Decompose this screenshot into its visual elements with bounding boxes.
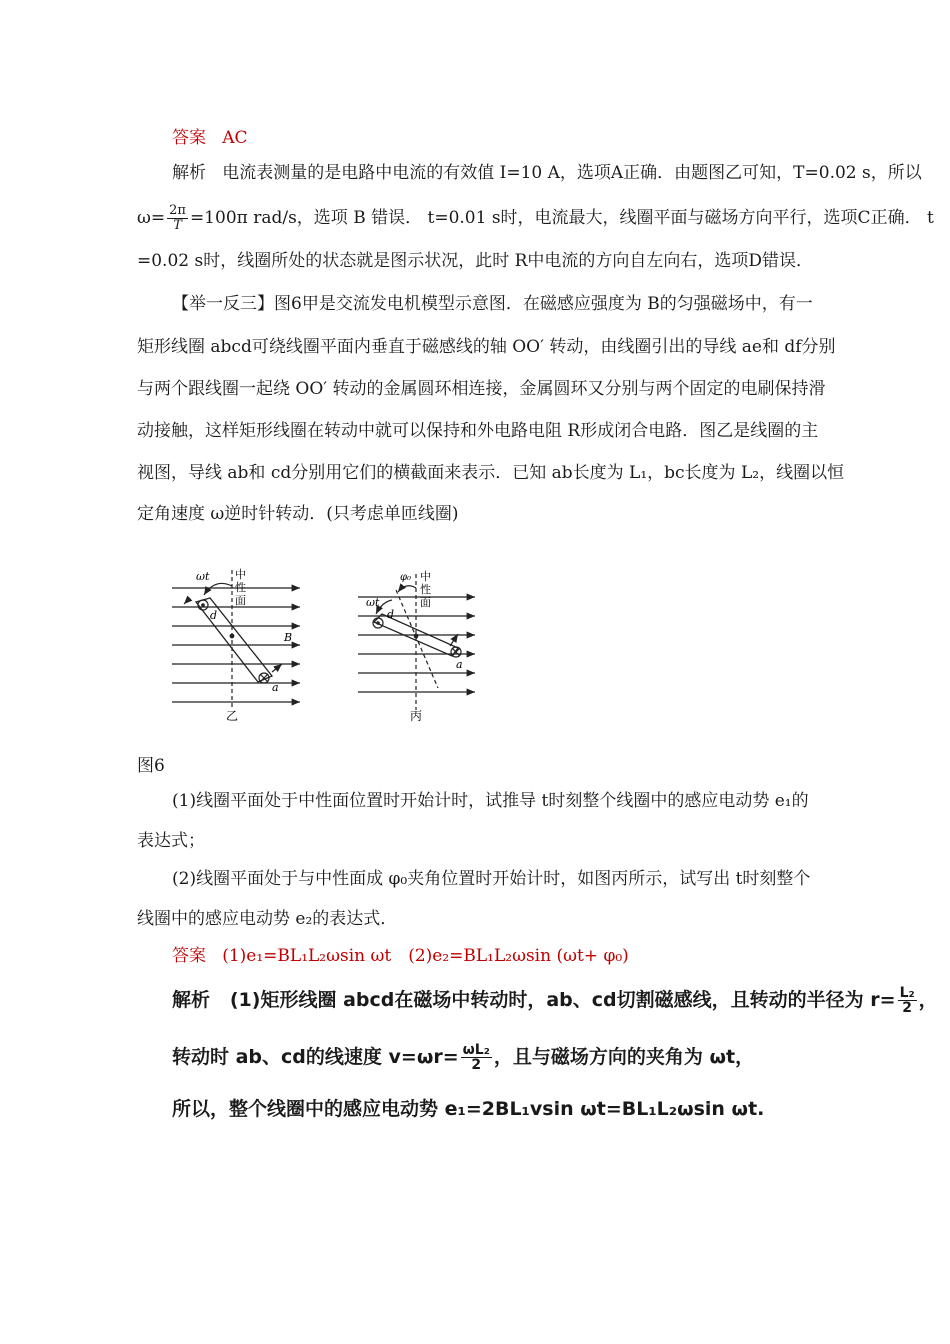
answer-label: 答案 [172, 128, 206, 148]
analysis-2-line-1: 解析 (1)矩形线圈 abcd在磁场中转动时，ab、cd切割磁感线，且转动的半径为 r= $\frac{\text{L₂}}{2}$ ， [172, 985, 938, 1016]
answer-value: AC [222, 128, 248, 148]
svg-text:面: 面 [420, 596, 431, 609]
problem-line-2: 矩形线圈 abcd可绕线圈平面内垂直于磁感线的轴 OO′ 转动，由线圈引出的导线 ae和 df分别 [137, 337, 836, 357]
answer-2-value: (1)e₁=BL₁L₂ωsin ωt (2)e₂=BL₁L₂ωsin (ωt+ φ₀) [222, 946, 629, 966]
problem-line-3: 与两个跟线圈一起绕 OO′ 转动的金属圆环相连接，金属圆环又分别与两个固定的电刷保持滑 [137, 379, 826, 399]
problem-line-1: 【举一反三】图6甲是交流发电机模型示意图．在磁感应强度为 B的匀强磁场中，有一 [172, 294, 813, 314]
fraction: $\frac{2\pi}{T}$ [169, 203, 186, 233]
svg-text:中: 中 [420, 570, 431, 583]
svg-text:中: 中 [235, 568, 246, 581]
label-omega-t-left: ωt [196, 570, 210, 583]
label-d-right: d [387, 608, 395, 621]
label-a-right: a [456, 658, 463, 671]
question-2-line-1: (2)线圈平面处于与中性面成 φ₀夹角位置时开始计时，如图丙所示，试写出 t时刻整个 [172, 869, 811, 889]
caption-bing: 丙 [410, 709, 423, 723]
label-d-left: d [210, 609, 218, 622]
analysis-label: 解析 [172, 163, 206, 183]
problem-line-6: 定角速度 ω逆时针转动．(只考虑单匝线圈) [137, 504, 459, 524]
svg-text:性: 性 [420, 583, 431, 596]
label-a-left: a [272, 681, 279, 694]
label-B: B [284, 631, 293, 644]
answer-line-2: 答案 (1)e₁=BL₁L₂ωsin ωt (2)e₂=BL₁L₂ωsin (ωt+ φ₀) [172, 946, 629, 966]
answer-line-1 [172, 127, 248, 149]
analysis-2-line-2: 转动时 ab、cd的线速度 v=ωr= $\frac{\text{ωL₂}}{2}$ ，且与磁场方向的夹角为 ωt， [172, 1042, 755, 1073]
figure-caption: 图6 [137, 756, 165, 776]
question-2-line-2: 线圈中的感应电动势 e₂的表达式． [137, 909, 398, 929]
fraction-v: $\frac{\text{ωL₂}}{2}$ [462, 1042, 490, 1073]
question-1-line-2: 表达式； [137, 831, 205, 851]
analysis-1-line-1: 解析 电流表测量的是电路中电流的有效值 I=10 A，选项A正确．由题图乙可知，T=0.02 s，所以 [172, 163, 922, 183]
fraction-r: $\frac{\text{L₂}}{2}$ [899, 985, 915, 1016]
label-omega-t-right: ωt [366, 596, 380, 609]
problem-line-4: 动接触，这样矩形线圈在转动中就可以保持和外电路电阻 R形成闭合电路．图乙是线圈的主 [137, 421, 819, 441]
question-1-line-1: (1)线圈平面处于中性面位置时开始计时，试推导 t时刻整个线圈中的感应电动势 e₁的 [172, 791, 809, 811]
figure-right [358, 574, 475, 710]
analysis-1-line-3: =0.02 s时，线圈所处的状态就是图示状况，此时 R中电流的方向自左向右，选项D错误． [137, 251, 814, 271]
svg-text:面: 面 [235, 594, 246, 607]
caption-yi: 乙 [226, 709, 239, 723]
analysis-2-line-3: 所以，整个线圈中的感应电动势 e₁=2BL₁vsin ωt=BL₁L₂ωsin ωt. [172, 1098, 765, 1120]
label-phi0: φ₀ [400, 572, 412, 583]
analysis-1-line-2: ω= $\frac{2\pi}{T}$ =100π rad/s，选项 B 错误． t=0.01 s时，电流最大，线圈平面与磁场方向平行，选项C正确． t [137, 203, 934, 233]
svg-text:性: 性 [235, 581, 246, 594]
problem-line-5: 视图，导线 ab和 cd分别用它们的横截面来表示．已知 ab长度为 L₁，bc长度为 L₂，线圈以恒 [137, 463, 845, 483]
figure-6-diagram [160, 560, 480, 730]
